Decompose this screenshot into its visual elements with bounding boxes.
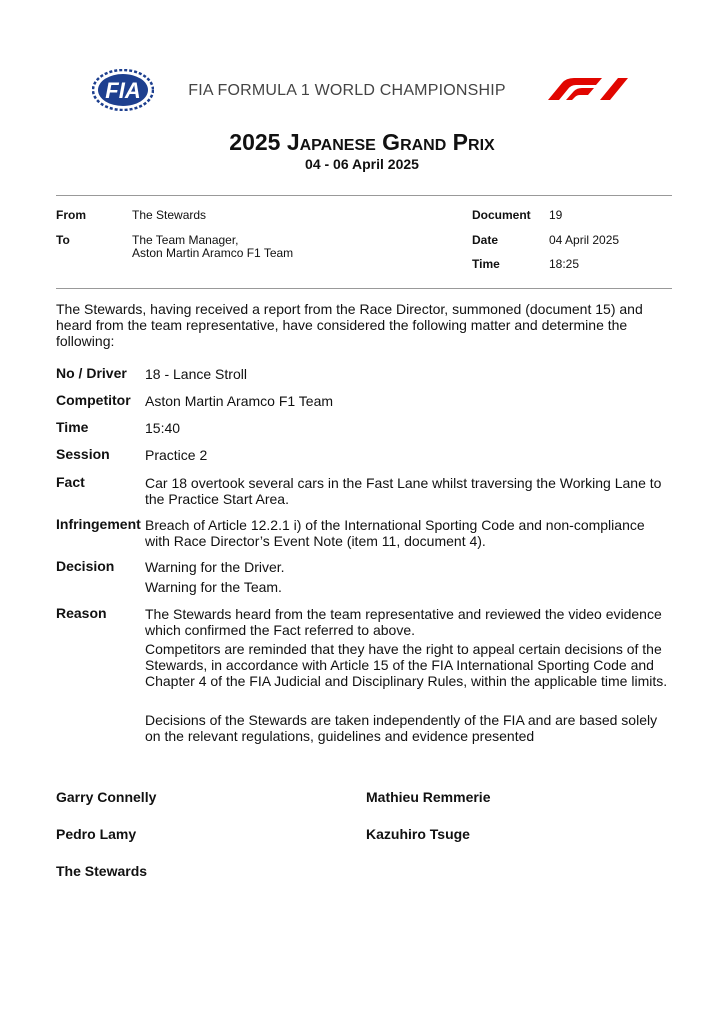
to-value-line1: The Team Manager, [132, 233, 239, 247]
fact-value: Car 18 overtook several cars in the Fast Lane whilst traversing the Working Lane to the Practice Start Area. [145, 475, 662, 507]
time-label: Time [56, 419, 89, 435]
appeal-notice: Competitors are reminded that they have the right to appeal certain decisions of the Stewards, in accordance with Article 15 of the FIA International Sporting Code and Chapter 4 of the FIA Judicial and Disciplinary Rules, within the applicable time limits. [145, 641, 668, 689]
document-label: Document [472, 208, 531, 222]
intro-paragraph: The Stewards, having received a report from the Race Director, summoned (document 15) and heard from the team representative, have considered the following matter and determine the following: [56, 301, 643, 349]
steward-name: Kazuhiro Tsuge [366, 826, 470, 842]
f1-logo [542, 77, 630, 101]
steward-name: Garry Connelly [56, 789, 157, 805]
time-value: 15:40 [145, 420, 181, 436]
fact-label: Fact [56, 474, 85, 490]
decision-label: Decision [56, 558, 115, 574]
independence-notice: Decisions of the Stewards are taken independently of the FIA and are based solely on the relevant regulations, guidelines and evidence presented [145, 712, 658, 744]
to-label: To [56, 233, 70, 247]
driver-label: No / Driver [56, 365, 127, 381]
from-value: The Stewards [132, 208, 207, 222]
competitor-value: Aston Martin Aramco F1 Team [145, 393, 334, 409]
steward-name: Mathieu Remmerie [366, 789, 491, 805]
steward-name: Pedro Lamy [56, 826, 137, 842]
f1-logo-text: F1 [542, 77, 544, 78]
reason-value: The Stewards heard from the team representative and reviewed the video evidence which confirmed the Fact referred to above. [145, 606, 662, 638]
decision-value-team: Warning for the Team. [145, 579, 282, 595]
divider [56, 288, 672, 289]
session-label: Session [56, 446, 110, 462]
from-label: From [56, 208, 86, 222]
championship-title: FIA FORMULA 1 WORLD CHAMPIONSHIP [188, 82, 506, 99]
document-value: 19 [549, 208, 563, 222]
infringement-value: Breach of Article 12.2.1 i) of the International Sporting Code and non-compliance with Race Director’s Event Note (item 11, document 4). [145, 517, 645, 549]
event-dates: 04 - 06 April 2025 [305, 156, 419, 172]
date-label: Date [472, 233, 499, 247]
to-value-line2: Aston Martin Aramco F1 Team [132, 246, 294, 260]
signature-footer: The Stewards [56, 863, 148, 879]
date-value: 04 April 2025 [549, 233, 620, 247]
competitor-label: Competitor [56, 392, 131, 408]
divider [56, 195, 672, 196]
decision-value-driver: Warning for the Driver. [145, 559, 285, 575]
reason-label: Reason [56, 605, 107, 621]
event-title: 2025 Japanese Grand Prix [229, 129, 495, 155]
session-value: Practice 2 [145, 447, 208, 463]
time-value: 18:25 [549, 257, 580, 271]
driver-value: 18 - Lance Stroll [145, 366, 247, 382]
fia-logo-text: FIA [105, 78, 141, 103]
time-label: Time [472, 257, 500, 271]
infringement-label: Infringement [56, 516, 141, 532]
